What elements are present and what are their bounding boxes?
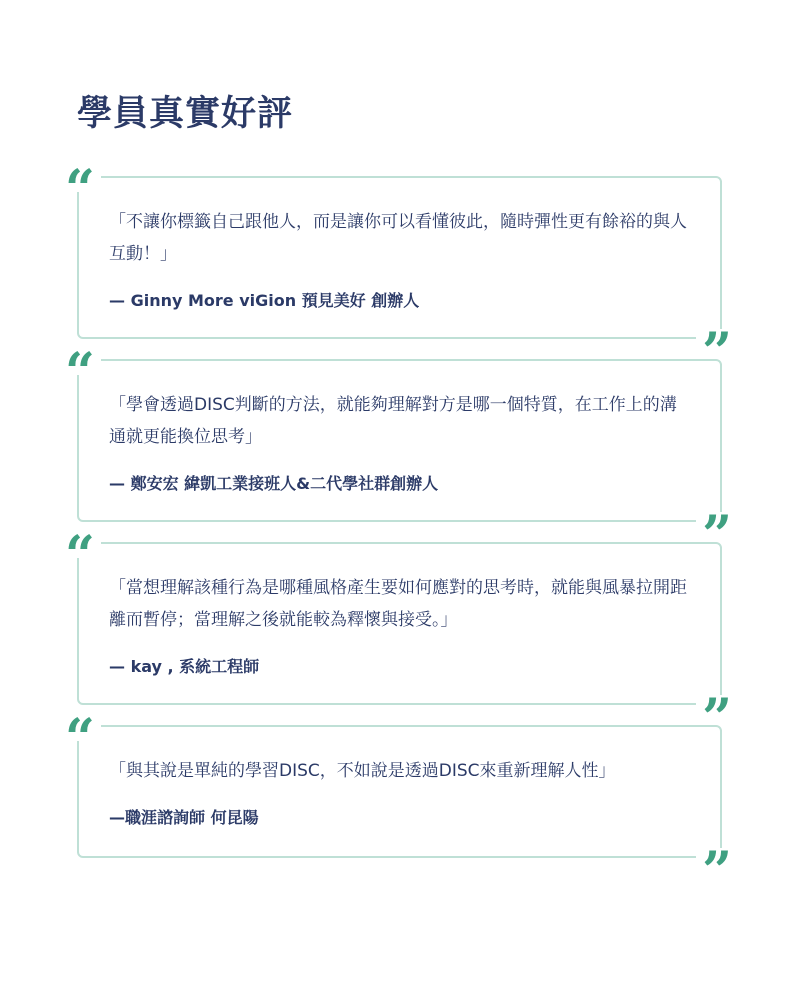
close-quote-icon: ” (696, 695, 734, 721)
page-title: 學員真實好評 (77, 94, 294, 134)
testimonial-author: —職涯諮詢師 何昆陽 (109, 808, 259, 827)
open-quote-icon: “ (63, 349, 101, 375)
testimonial-quote: 「與其說是單純的學習DISC，不如說是透過DISC來重新理解人性」 (109, 761, 616, 781)
testimonial-quote: 「學會透過DISC判斷的方法，就能夠理解對方是哪一個特質，在工作上的溝通就更能換位思考」 (109, 395, 677, 447)
testimonial-author: — kay , 系統工程師 (109, 657, 260, 676)
testimonial-quote: 「不讓你標籤自己跟他人，而是讓你可以看懂彼此，隨時彈性更有餘裕的與人互動！」 (109, 212, 687, 264)
testimonial-card (65, 159, 732, 383)
close-quote-icon: ” (696, 848, 734, 874)
testimonial-card (65, 525, 732, 749)
testimonial-quote: 「當想理解該種行為是哪種風格產生要如何應對的思考時，就能與風暴拉開距離而暫停；當理解之後就能較為釋懷與接受。」 (109, 578, 687, 630)
testimonial-author: — Ginny More viGion 預見美好 創辦人 (109, 291, 420, 310)
open-quote-icon: “ (63, 715, 101, 741)
close-quote-icon: ” (696, 512, 734, 538)
testimonial-card (65, 708, 732, 902)
testimonial-author: — 鄭安宏 緯凱工業接班人&二代學社群創辦人 (109, 474, 439, 493)
close-quote-icon: ” (696, 329, 734, 355)
open-quote-icon: “ (63, 532, 101, 558)
testimonial-card (65, 342, 732, 566)
open-quote-icon: “ (63, 166, 101, 192)
